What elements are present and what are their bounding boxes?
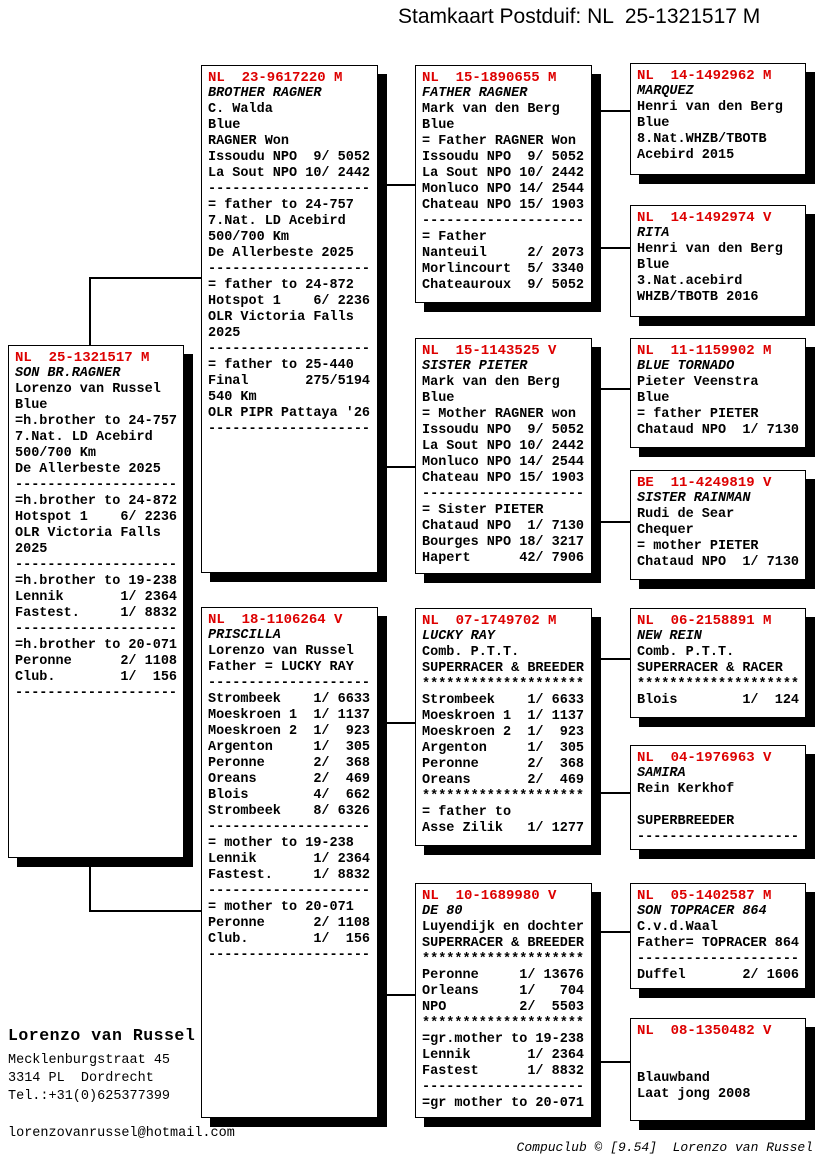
owner-email: lorenzovanrussel@hotmail.com	[8, 1126, 235, 1141]
connector-mother-to-m-mother	[378, 994, 415, 996]
owner-address: Mecklenburgstraat 45 3314 PL Dordrecht Tel.:+31(0)625377399	[8, 1053, 171, 1104]
connector-father-to-f-mother	[378, 466, 415, 468]
ring-number: NL 15-1890655 M	[422, 70, 557, 86]
ring-number: NL 25-1321517 M	[15, 350, 150, 366]
bird-name: SON TOPRACER 864	[637, 904, 767, 919]
bird-details: Blauwband Laat jong 2008	[637, 1071, 751, 1102]
bird-name: BLUE TORNADO	[637, 359, 735, 374]
bird-details: Mark van den Berg Blue = Mother RAGNER won Issoudu NPO 9/ 5052 La Sout NPO 10/ 2442 Monluco NPO 14/ 2544 Chateau NPO 15/ 1903 -------------------- = Sister PIETER Chataud NPO 1/ 7130 Bourges NPO 18/ 3217 Hapert 42/ 7906	[422, 375, 585, 566]
bird-details: Luyendijk en dochter SUPERRACER & BREEDER ******************** Peronne 1/ 13676 Orleans 1/ 704 NPO 2/ 5503 ******************** =gr.mother to 19-238 Lennik 1/ 2364 Fastest 1/ 8832 -------------------- =gr mother to 20-071	[422, 920, 585, 1111]
connector-mother-to-m-father	[378, 722, 415, 724]
bird-details: Rudi de Sear Chequer = mother PIETER Chataud NPO 1/ 7130	[637, 507, 800, 570]
ring-number: NL 07-1749702 M	[422, 613, 557, 629]
bird-name: SISTER RAINMAN	[637, 491, 751, 506]
bird-name	[637, 1039, 802, 1055]
ring-number: NL 14-1492962 M	[637, 68, 772, 84]
ring-number: NL 11-1159902 M	[637, 343, 772, 359]
pedigree-box-mother	[201, 607, 378, 1118]
pedigree-box-f-father	[415, 65, 592, 303]
software-credit: Compuclub © [9.54] Lorenzo van Russel	[516, 1140, 813, 1155]
pedigree-box-mf-mother	[630, 745, 806, 850]
ring-number: NL 05-1402587 M	[637, 888, 772, 904]
connector-m-mother-to-mm-father	[592, 931, 630, 933]
bird-name: BROTHER RAGNER	[208, 86, 322, 101]
ring-number: NL 08-1350482 V	[637, 1023, 772, 1039]
pedigree-box-fm-father	[630, 338, 806, 448]
bird-details: Lorenzo van Russel Blue =h.brother to 24-757 7.Nat. LD Acebird 500/700 Km De Allerbeste 2025 -------------------- =h.brother to 24-872 Hotspot 1 6/ 2236 OLR Victoria Falls 2025 -------------------- =h.brother to 19-238 Lennik 1/ 2364 Fastest. 1/ 8832 -------------------- =h.brother to 20-071 Peronne 2/ 1108 Club. 1/ 156 --------------------	[15, 382, 178, 701]
ring-number: BE 11-4249819 V	[637, 475, 772, 491]
connector-m-father-to-mf-father	[592, 658, 630, 660]
bird-details: Pieter Veenstra Blue = father PIETER Chataud NPO 1/ 7130	[637, 375, 800, 438]
bird-details: Mark van den Berg Blue = Father RAGNER Won Issoudu NPO 9/ 5052 La Sout NPO 10/ 2442 Monluco NPO 14/ 2544 Chateau NPO 15/ 1903 -------------------- = Father Nanteuil 2/ 2073 Morlincourt 5/ 3340 Chateauroux 9/ 5052	[422, 102, 585, 293]
bird-details: Henri van den Berg Blue 8.Nat.WHZB/TBOTB Acebird 2015	[637, 100, 783, 163]
bird-name: LUCKY RAY	[422, 629, 495, 644]
connector-f-mother-to-fm-mother	[592, 521, 630, 523]
pedigree-box-father	[201, 65, 378, 573]
connector-father-to-f-father	[378, 184, 415, 186]
bird-details: Henri van den Berg Blue 3.Nat.acebird WHZB/TBOTB 2016	[637, 242, 783, 305]
bird-details: C.v.d.Waal Father= TOPRACER 864 -------------------- Duffel 2/ 1606	[637, 920, 800, 983]
bird-name: SISTER PIETER	[422, 359, 528, 374]
ring-number: NL 18-1106264 V	[208, 612, 343, 628]
bird-name: NEW REIN	[637, 629, 702, 644]
pedigree-box-subject	[8, 345, 184, 858]
bird-name: RITA	[637, 226, 670, 241]
page-title: Stamkaart Postduif: NL 25-1321517 M	[398, 5, 761, 28]
ring-number: NL 04-1976963 V	[637, 750, 772, 766]
bird-name: MARQUEZ	[637, 84, 694, 99]
connector-m-mother-to-mm-mother	[592, 1061, 630, 1063]
ring-number: NL 06-2158891 M	[637, 613, 772, 629]
pedigree-box-mm-mother	[630, 1018, 806, 1121]
bird-name: DE 80	[422, 904, 463, 919]
ring-number: NL 23-9617220 M	[208, 70, 343, 86]
pedigree-box-mf-father	[630, 608, 806, 718]
bird-details: C. Walda Blue RAGNER Won Issoudu NPO 9/ 5052 La Sout NPO 10/ 2442 -------------------- = father to 24-757 7.Nat. LD Acebird 500/700 Km De Allerbeste 2025 -------------------- = father to 24-872 Hotspot 1 6/ 2236 OLR Victoria Falls 2025 -------------------- = father to 25-440 Final 275/5194 540 Km OLR PIPR Pattaya '26 --------------------	[208, 102, 371, 437]
pedigree-box-fm-mother	[630, 470, 806, 580]
bird-details: Comb. P.T.T. SUPERRACER & BREEDER ******************** Strombeek 1/ 6633 Moeskroen 1 1/ 1137 Moeskroen 2 1/ 923 Argenton 1/ 305 Peronne 2/ 368 Oreans 2/ 469 ******************** = father to Asse Zilik 1/ 1277	[422, 645, 585, 836]
bird-name: SAMIRA	[637, 766, 686, 781]
connector-subject-to-father-vertical	[89, 277, 91, 347]
connector-f-mother-to-fm-father	[592, 388, 630, 390]
connector-f-father-to-ff-mother	[592, 247, 630, 249]
bird-name: SON BR.RAGNER	[15, 366, 121, 381]
pedigree-box-ff-father	[630, 63, 806, 175]
pedigree-box-f-mother	[415, 338, 592, 574]
bird-details: Rein Kerkhof SUPERBREEDER --------------------	[637, 782, 800, 845]
ring-number: NL 14-1492974 V	[637, 210, 772, 226]
pedigree-box-m-mother	[415, 883, 592, 1118]
bird-details: Comb. P.T.T. SUPERRACER & RACER ******************** Blois 1/ 124	[637, 645, 800, 708]
connector-subject-to-mother-horizontal	[89, 910, 202, 912]
bird-details: Lorenzo van Russel Father = LUCKY RAY -------------------- Strombeek 1/ 6633 Moeskroen 1 1/ 1137 Moeskroen 2 1/ 923 Argenton 1/ 305 Peronne 2/ 368 Oreans 2/ 469 Blois 4/ 662 Strombeek 8/ 6326 -------------------- = mother to 19-238 Lennik 1/ 2364 Fastest. 1/ 8832 -------------------- = mother to 20-071 Peronne 2/ 1108 Club. 1/ 156 --------------------	[208, 644, 371, 963]
bird-name: PRISCILLA	[208, 628, 281, 643]
pedigree-box-mm-father	[630, 883, 806, 989]
connector-f-father-to-ff-father	[592, 110, 630, 112]
bird-name: FATHER RAGNER	[422, 86, 528, 101]
owner-name: Lorenzo van Russel	[8, 1026, 196, 1045]
pedigree-box-ff-mother	[630, 205, 806, 317]
ring-number: NL 10-1689980 V	[422, 888, 557, 904]
ring-number: NL 15-1143525 V	[422, 343, 557, 359]
connector-m-father-to-mf-mother	[592, 792, 630, 794]
pedigree-box-m-father	[415, 608, 592, 846]
connector-subject-to-mother-vertical	[89, 856, 91, 912]
connector-subject-to-father-horizontal	[89, 277, 202, 279]
